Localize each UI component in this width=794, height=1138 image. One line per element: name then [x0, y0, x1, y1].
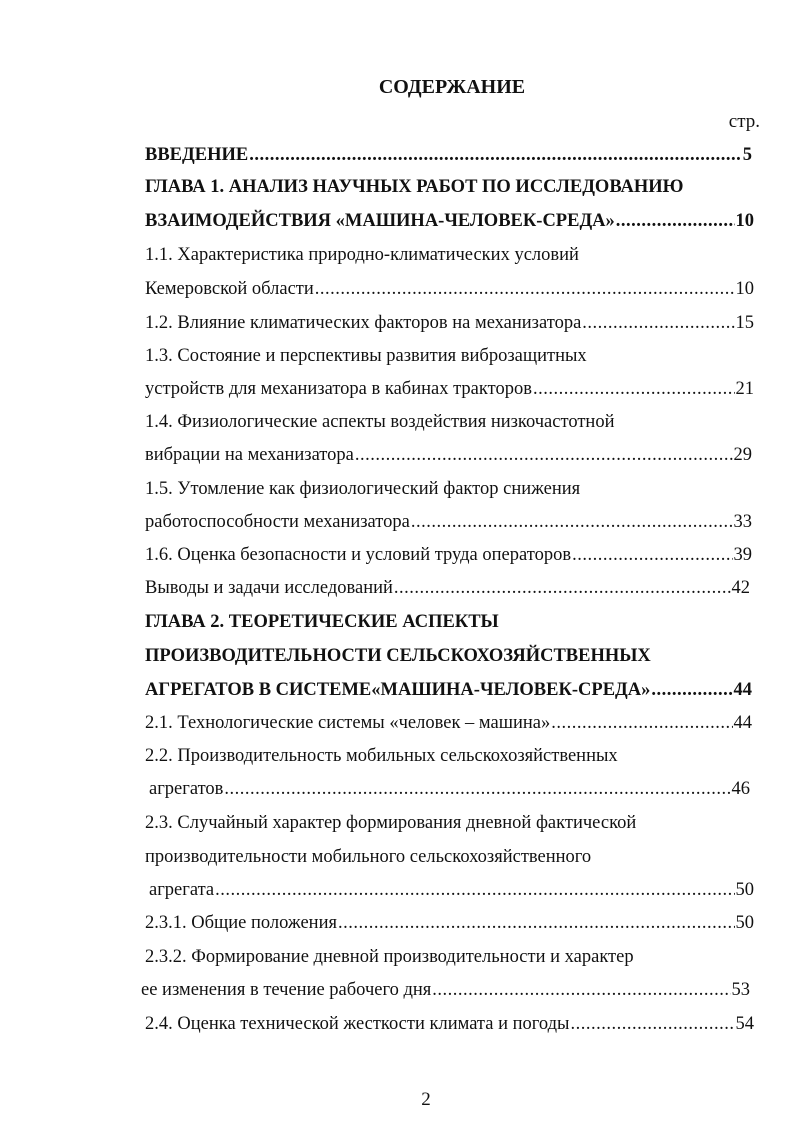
toc-entry-page: 44 — [733, 680, 752, 700]
toc-section-2-3-line-1[interactable]: 2.3. Случайный характер формирования дневной фактической — [145, 813, 637, 833]
toc-chapter-1-line-1[interactable]: ГЛАВА 1. АНАЛИЗ НАУЧНЫХ РАБОТ ПО ИССЛЕДОВАНИЮ — [145, 177, 684, 197]
toc-entry-page: 44 — [733, 713, 752, 733]
page-title: СОДЕРЖАНИЕ — [378, 76, 526, 98]
toc-entry-page: 54 — [735, 1014, 754, 1034]
toc-entry-page: 5 — [742, 145, 752, 165]
toc-entry-text: вибрации на механизатора — [145, 445, 354, 465]
dot-leader — [533, 380, 735, 399]
dot-leader — [411, 513, 733, 532]
toc-section-1-5-line-2[interactable] — [145, 513, 752, 532]
dot-leader — [338, 914, 735, 933]
toc-entry-text: 2.3.1. Общие положения — [145, 913, 337, 933]
toc-entry-text: агрегатов — [149, 779, 224, 799]
toc-entry-page: 33 — [733, 512, 752, 532]
toc-section-2-3-1[interactable] — [145, 914, 754, 933]
toc-section-2-2-line-1[interactable]: 2.2. Производительность мобильных сельскохозяйственных — [145, 746, 618, 766]
toc-entry-page: 10 — [735, 279, 754, 299]
toc-entry-text: Кемеровской области — [145, 279, 314, 299]
toc-chapter-2-line-3[interactable] — [145, 681, 752, 700]
toc-entry-text: 2.1. Технологические системы «человек – машина» — [145, 713, 551, 733]
dot-leader — [572, 546, 732, 565]
toc-section-1-5-line-1[interactable]: 1.5. Утомление как физиологический фактор снижения — [145, 479, 581, 499]
toc-entry-page: 50 — [735, 880, 754, 900]
toc-section-1-4-line-1[interactable]: 1.4. Физиологические аспекты воздействия низкочастотной — [145, 412, 615, 432]
toc-entry-page: 29 — [733, 445, 752, 465]
dot-leader — [249, 146, 742, 165]
toc-section-2-2-line-2[interactable] — [149, 780, 750, 799]
dot-leader — [315, 280, 735, 299]
toc-entry-page: 46 — [731, 779, 750, 799]
toc-chapter-2-line-1[interactable]: ГЛАВА 2. ТЕОРЕТИЧЕСКИЕ АСПЕКТЫ — [145, 612, 499, 632]
toc-entry-text: ее изменения в течение рабочего дня — [141, 980, 432, 1000]
toc-section-2-1[interactable] — [145, 714, 752, 733]
toc-entry-page: 53 — [731, 980, 750, 1000]
toc-section-1-3-line-2[interactable] — [145, 380, 754, 399]
toc-entry-intro[interactable] — [145, 146, 752, 165]
toc-entry-page: 42 — [731, 578, 750, 598]
dot-leader — [215, 881, 734, 900]
toc-entry-text: АГРЕГАТОВ В СИСТЕМЕ«МАШИНА-ЧЕЛОВЕК-СРЕДА» — [145, 680, 651, 700]
toc-entry-text: ВВЕДЕНИЕ — [145, 145, 249, 165]
toc-section-1-2[interactable] — [145, 314, 754, 333]
toc-section-1-1-line-2[interactable] — [145, 280, 754, 299]
toc-section-2-4[interactable] — [145, 1015, 754, 1034]
dot-leader — [651, 681, 732, 700]
toc-section-1-4-line-2[interactable] — [145, 446, 752, 465]
page-column-label: стр. — [728, 111, 760, 132]
toc-section-2-3-2-line-2[interactable] — [141, 981, 750, 1000]
toc-entry-page: 10 — [735, 211, 754, 231]
toc-section-1-6[interactable] — [145, 546, 752, 565]
page-number: 2 — [421, 1089, 431, 1110]
toc-entry-text: 1.2. Влияние климатических факторов на механизатора — [145, 313, 582, 333]
toc-chapter-2-line-2[interactable]: ПРОИЗВОДИТЕЛЬНОСТИ СЕЛЬСКОХОЗЯЙСТВЕННЫХ — [145, 646, 651, 666]
toc-entry-page: 15 — [735, 313, 754, 333]
toc-section-2-3-2-line-1[interactable]: 2.3.2. Формирование дневной производительности и характер — [145, 947, 634, 967]
dot-leader — [616, 212, 735, 231]
dot-leader — [551, 714, 732, 733]
dot-leader — [582, 314, 734, 333]
toc-entry-page: 39 — [733, 545, 752, 565]
toc-entry-text: агрегата — [149, 880, 215, 900]
dot-leader — [224, 780, 730, 799]
dot-leader — [570, 1015, 734, 1034]
toc-entry-text: устройств для механизатора в кабинах тракторов — [145, 379, 532, 399]
dot-leader — [355, 446, 733, 465]
toc-entry-page: 21 — [735, 379, 754, 399]
toc-entry-text: ВЗАИМОДЕЙСТВИЯ «МАШИНА-ЧЕЛОВЕК-СРЕДА» — [145, 211, 615, 231]
toc-chapter-1-line-2[interactable] — [145, 212, 754, 231]
dot-leader — [432, 981, 730, 1000]
toc-section-2-3-line-2[interactable]: производительности мобильного сельскохозяйственного — [145, 847, 592, 867]
toc-entry-text: работоспособности механизатора — [145, 512, 410, 532]
toc-conclusions[interactable] — [145, 579, 750, 598]
toc-section-2-3-line-3[interactable] — [149, 881, 754, 900]
toc-entry-page: 50 — [735, 913, 754, 933]
toc-entry-text: Выводы и задачи исследований — [145, 578, 393, 598]
dot-leader — [394, 579, 731, 598]
toc-entry-text: 1.6. Оценка безопасности и условий труда операторов — [145, 545, 572, 565]
toc-section-1-1-line-1[interactable]: 1.1. Характеристика природно-климатических условий — [145, 245, 579, 265]
toc-entry-text: 2.4. Оценка технической жесткости климата и погоды — [145, 1014, 570, 1034]
toc-section-1-3-line-1[interactable]: 1.3. Состояние и перспективы развития виброзащитных — [145, 346, 587, 366]
